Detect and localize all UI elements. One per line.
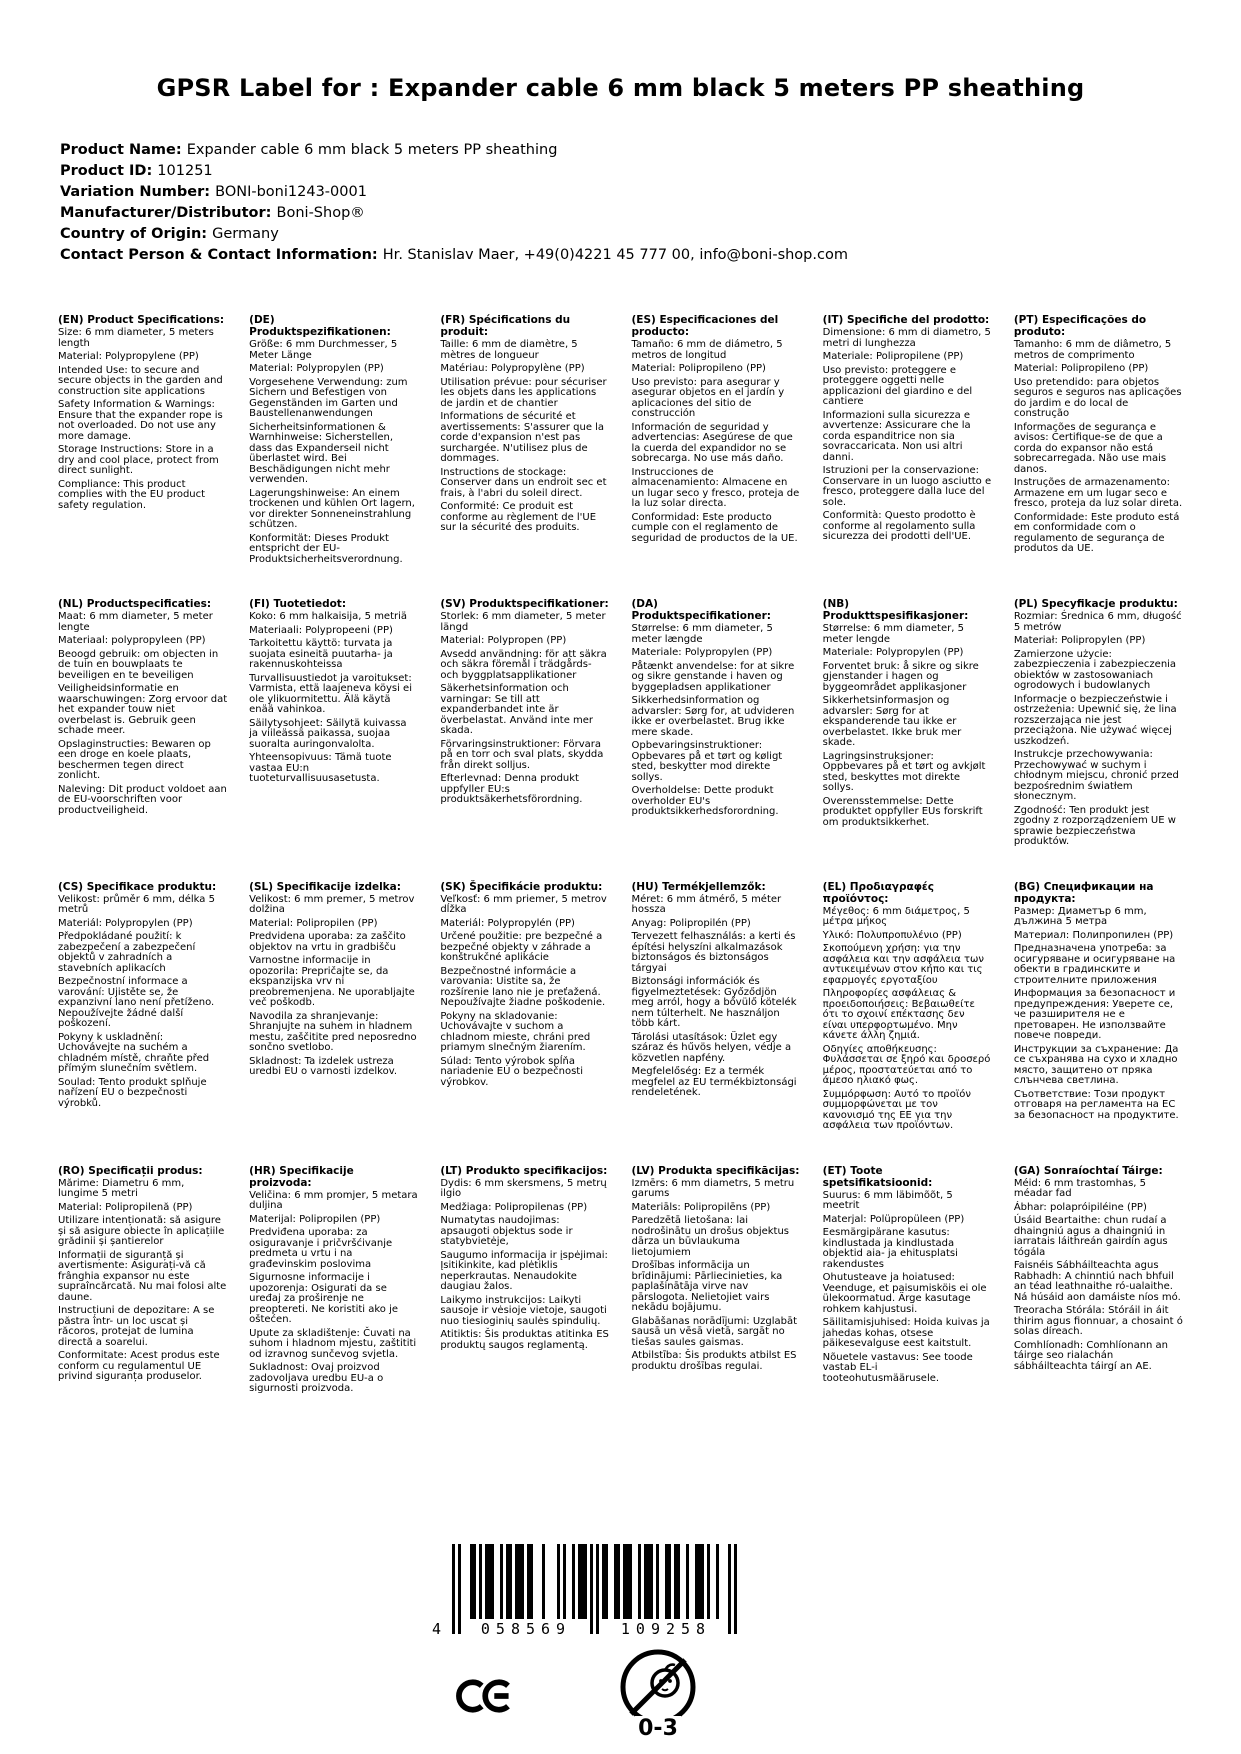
lang-paragraph: Materjal: Polüpropüleen (PP) <box>822 1213 965 1225</box>
lang-paragraph: Съответствие: Този продукт отговаря на регламента на ЕС за безопасност на продуктите. <box>1013 1088 1179 1121</box>
lang-block-hr <box>249 1165 418 1398</box>
lang-paragraph: Materiāls: Polipropilēns (PP) <box>631 1201 771 1213</box>
lang-paragraph: Ábhar: polapróipiléine (PP) <box>1013 1201 1147 1213</box>
lang-paragraph: Sikkerhetsinformasjon og advarsler: Sørg for at ekspanderende tau ikke er overbelastet. Ikke bruk mer skade. <box>822 695 962 748</box>
barcode-bar <box>530 1544 533 1619</box>
info-label: Country of Origin: <box>60 226 213 242</box>
lang-paragraph: Μέγεθος: 6 mm διάμετρος, 5 μέτρα μήκος <box>822 905 970 927</box>
lang-paragraph: Suurus: 6 mm läbimõõt, 5 meetrit <box>822 1189 953 1211</box>
lang-paragraph: Συμμόρφωση: Αυτό το προϊόν συμμορφώνεται με τον κανονισμό της ΕΕ για την ασφάλεια των προϊόντων. <box>822 1088 971 1131</box>
barcode-bar <box>521 1544 524 1619</box>
language-grid <box>0 314 1241 1398</box>
lang-paragraph: Ohutusteave ja hoiatused: Veenduge, et paisumisköis ei ole ülekoormatud. Ärge kasutage rohkem kahjustusi. <box>822 1272 987 1315</box>
lang-paragraph: Materiál: Polypropylén (PP) <box>440 917 575 929</box>
lang-paragraph: Naleving: Dit product voldoet aan de EU-voorschriften voor productveiligheid. <box>58 783 227 816</box>
lang-paragraph: Lagringsinstruksjoner: Oppbevares på et tørt og avkjølt sted, beskyttes mot direkte sollys. <box>822 750 986 793</box>
lang-paragraph: Lagerungshinweise: An einem trockenen und kühlen Ort lagern, vor direkter Sonneneinstrahlung schützen. <box>249 487 415 530</box>
barcode-bar <box>638 1544 641 1619</box>
lang-paragraph: Zamierzone użycie: zabezpieczenia i zabezpieczenia obiektów w zastosowaniach ogrodowych i budowlanych <box>1013 648 1177 691</box>
lang-heading: (EN) Product Specifications: <box>58 314 225 326</box>
barcode-bar <box>707 1544 710 1619</box>
barcode-bar <box>563 1544 566 1619</box>
lang-paragraph: Overholdelse: Dette produkt overholder EU's produktsikkerhedsforordning. <box>631 785 779 817</box>
lang-paragraph: Forventet bruk: å sikre og sikre gjenstander i hagen og byggeområdet applikasjoner <box>822 660 979 693</box>
lang-paragraph: Οδηγίες αποθήκευσης: Φυλάσσεται σε ξηρό και δροσερό μέρος, προστατεύεται από το άμεσο ηλιακό φως. <box>822 1043 991 1086</box>
lang-paragraph: Comhlíonadh: Comhlíonann an táirge seo rialachán sábháilteachta táirgí an AE. <box>1013 1339 1169 1372</box>
lang-block-et <box>823 1165 992 1398</box>
lang-paragraph: Conformité: Ce produit est conforme au règlement de l'UE sur la sécurité des produits. <box>440 501 597 533</box>
lang-paragraph: Tárolási utasítások: Üzlet egy száraz és hűvös helyen, védje a közvetlen napfény. <box>631 1031 792 1064</box>
lang-paragraph: Určené použitie: pre bezpečné a bezpečné objekty v záhrade a konštrukčné aplikácie <box>440 931 603 963</box>
lang-paragraph: Pokyny na skladovanie: Uchovávajte v suchom a chladnom mieste, chráni pred priamym slnečným žiarením. <box>440 1010 591 1053</box>
lang-paragraph: Beoogd gebruik: om objecten in de tuin en bouwplaats te beveiligen en te beveiligen <box>58 648 219 681</box>
lang-paragraph: Velikost: průměr 6 mm, délka 5 metrů <box>58 893 215 915</box>
lang-block-el <box>823 881 992 1135</box>
lang-paragraph: Skladnost: Ta izdelek ustreza uredbi EU o varnosti izdelkov. <box>249 1055 398 1077</box>
lang-paragraph: Předpokládané použití: k zabezpečení a zabezpečení objektů v zahradních a stavebních aplikacích <box>58 931 196 974</box>
lang-paragraph: Méid: 6 mm trastomhas, 5 méadar fad <box>1013 1177 1147 1199</box>
lang-paragraph: Instruções de armazenamento: Armazene em um lugar seco e fresco, proteja da luz solar direta. <box>1013 477 1183 509</box>
lang-block-pt <box>1014 314 1183 568</box>
lang-paragraph: Sukladnost: Ovaj proizvod zadovoljava uredbu EU-a o sigurnosti proizvoda. <box>249 1362 384 1394</box>
lang-paragraph: Úsáid Beartaithe: chun rudaí a dhaingniú agus a dhaingniú in iarratais láithreán gairdín agus tógála <box>1013 1215 1168 1258</box>
lang-paragraph: Sicherheitsinformationen & Warnhinweise: Sicherstellen, dass das Expanderseil nicht überlastet wird. Bei Beschädigungen nicht mehr verwenden. <box>249 421 394 485</box>
barcode-bar <box>491 1544 494 1619</box>
ce-mark-icon <box>452 1678 516 1714</box>
footer <box>0 1540 1241 1754</box>
lang-paragraph: Predviđena uporaba: za osiguravanje i pričvršćivanje predmeta u vrtu i na građevinskim poslovima <box>249 1227 393 1270</box>
lang-paragraph: Förvaringsinstruktioner: Förvara på en torr och sval plats, skydda från direkt solljus. <box>440 738 604 771</box>
lang-paragraph: Informações de segurança e avisos: Certifique-se de que a corda do expansor não está sobrecarregada. Não use mais danos. <box>1013 421 1167 475</box>
lang-paragraph: Materiál: Polypropylen (PP) <box>58 917 193 929</box>
lang-block-nl <box>58 598 227 851</box>
lang-paragraph: Nõuetele vastavus: See toode vastab EL-i tooteohutusmäärusele. <box>822 1351 973 1384</box>
lang-paragraph: Material: Polipropileno (PP) <box>631 363 766 374</box>
barcode-bar <box>500 1544 503 1619</box>
info-line <box>60 203 1241 224</box>
lang-paragraph: Instrucciones de almacenamiento: Almacene en un lugar seco y fresco, proteja de la luz solar directa. <box>631 466 800 509</box>
lang-block-fr <box>440 314 609 568</box>
barcode-digits-left-group: 058569 <box>480 1620 572 1638</box>
info-line <box>60 182 1241 203</box>
lang-paragraph: Material: Polypropen (PP) <box>440 635 567 646</box>
lang-paragraph: Faisnéis Sábháilteachta agus Rabhadh: A chinntiú nach bhfuil an téad leathnaithe ró-ualaithe. Ná húsáid aon damáiste níos mó. <box>1013 1260 1181 1303</box>
info-value: Hr. Stanislav Maer, +49(0)4221 45 777 00, info@boni-shop.com <box>382 247 848 263</box>
barcode-bar <box>605 1544 608 1619</box>
lang-paragraph: Utilisation prévue: pour sécuriser les objets dans les applications de jardin et de chantier <box>440 376 607 409</box>
lang-paragraph: Glabāšanas norādījumi: Uzglabāt sausā un vēsā vietā, sargāt no tiešas saules gaismas. <box>631 1315 798 1348</box>
lang-paragraph: Säilitamisjuhised: Hoida kuivas ja jahedas kohas, otsese päikesevalguse eest kaitstult. <box>822 1317 990 1349</box>
lang-heading: (SK) Špecifikácie produktu: <box>440 880 603 893</box>
lang-paragraph: Opbevaringsinstruktioner: Opbevares på et tørt og køligt sted, beskytter mod direkte sollys. <box>631 740 783 783</box>
barcode-bar <box>473 1544 476 1619</box>
lang-heading: (NL) Productspecificaties: <box>58 598 212 610</box>
lang-paragraph: Drošības informācija un brīdinājumi: Pārliecinieties, ka paplašinātāja virve nav pārslogota. Nelietojiet vairs nekādu bojājumu. <box>631 1260 783 1313</box>
lang-paragraph: Atbilstība: Šis produkts atbilst ES produktu drošības regulai. <box>631 1350 797 1372</box>
lang-paragraph: Overensstemmelse: Dette produktet oppfyller EUs forskrift om produktsikkerhet. <box>822 795 983 828</box>
lang-block-de <box>249 314 418 568</box>
lang-paragraph: Säilytysohjeet: Säilytä kuivassa ja viileässä paikassa, suojaa suoralta auringonvalolta. <box>249 717 407 750</box>
lang-heading: (LV) Produkta specifikācijas: <box>631 1164 800 1177</box>
lang-paragraph: Instrucțiuni de depozitare: A se păstra într- un loc uscat și răcoros, protejat de lumina directă a soarelui. <box>58 1305 215 1348</box>
lang-paragraph: Υλικό: Πολυπροπυλένιο (PP) <box>822 929 962 941</box>
barcode-bar <box>452 1544 455 1634</box>
lang-paragraph: Bezpečnostní informace a varování: Ujistěte se, že expanzivní lano není přetíženo. Nepoužívejte žádné další poškození. <box>58 976 215 1029</box>
lang-paragraph: Mărime: Diametru 6 mm, lungime 5 metri <box>58 1177 185 1199</box>
lang-paragraph: Material: Polipropilenă (PP) <box>58 1201 193 1213</box>
lang-paragraph: Konformität: Dieses Produkt entspricht der EU-Produktsicherheitsverordnung. <box>249 532 403 565</box>
lang-paragraph: Uso previsto: para asegurar y asegurar objetos en el jardín y aplicaciones del sitio de construcción <box>631 376 785 419</box>
lang-paragraph: Conformidade: Este produto está em conformidade com o regulamento de segurança de produtos da UE. <box>1013 511 1180 554</box>
lang-paragraph: Bezpečnostné informácie a varovania: Uistite sa, že rozšírenie lano nie je preťažená. Nepoužívajte žiadne poškodenie. <box>440 965 606 1008</box>
lang-block-sl <box>249 881 418 1135</box>
barcode-bar <box>617 1544 620 1619</box>
lang-paragraph: Vorgesehene Verwendung: zum Sichern und Befestigen von Gegenständen im Garten und Baustellenanwendungen <box>249 376 408 419</box>
lang-paragraph: Materiale: Polipropilene (PP) <box>822 351 964 362</box>
lang-paragraph: Material: Polypropylene (PP) <box>58 351 199 362</box>
lang-paragraph: Saugumo informacija ir įspėjimai: Įsitikinkite, kad plėtiklis neperkrautas. Nenaudokite daugiau žalos. <box>440 1249 608 1292</box>
lang-block-en <box>58 314 227 568</box>
info-line <box>60 224 1241 245</box>
lang-heading: (PT) Especificações do produto: <box>1013 314 1147 338</box>
barcode-bar <box>686 1544 689 1619</box>
info-value: Expander cable 6 mm black 5 meters PP sheathing <box>186 142 558 158</box>
lang-heading: (FI) Tuotetiedot: <box>249 598 347 610</box>
lang-heading: (IT) Specifiche del prodotto: <box>822 314 990 326</box>
barcode-bar <box>584 1544 587 1619</box>
lang-heading: (SL) Specifikacije izdelka: <box>249 880 401 893</box>
lang-paragraph: Veličina: 6 mm promjer, 5 metara duljina <box>249 1189 418 1211</box>
barcode-bar <box>677 1544 680 1619</box>
lang-paragraph: Utilizare intenționată: să asigure și să asigure obiecte în aplicațiile grădinii și șantierelor <box>58 1215 225 1247</box>
lang-paragraph: Méret: 6 mm átmérő, 5 méter hossza <box>631 893 782 915</box>
info-line <box>60 161 1241 182</box>
lang-paragraph: Storlek: 6 mm diameter, 5 meter längd <box>440 611 606 633</box>
lang-heading: (ET) Toote spetsifikatsioonid: <box>822 1164 933 1189</box>
lang-paragraph: Materiał: Polipropylen (PP) <box>1013 635 1146 646</box>
info-value: Germany <box>212 226 279 242</box>
lang-heading: (FR) Spécifications du produit: <box>440 314 571 338</box>
lang-block-lt <box>440 1165 609 1398</box>
lang-paragraph: Zgodność: Ten produkt jest zgodny z rozporządzeniem UE w sprawie bezpieczeństwa produktów. <box>1013 804 1176 847</box>
lang-heading: (DA) Produktspecifikationer: <box>631 598 771 622</box>
lang-paragraph: Størrelse: 6 mm diameter, 5 meter længde <box>631 623 773 645</box>
lang-paragraph: Predvidena uporaba: za zaščito objektov na vrtu in gradbišču <box>249 931 406 953</box>
lang-paragraph: Matériau: Polypropylène (PP) <box>440 363 585 374</box>
lang-block-hu <box>632 881 801 1135</box>
lang-paragraph: Medžiaga: Polipropilenas (PP) <box>440 1201 588 1213</box>
lang-paragraph: Conformitate: Acest produs este conform cu regulamentul UE privind siguranța produselor. <box>58 1350 220 1382</box>
lang-block-sk <box>440 881 609 1135</box>
lang-paragraph: Material: Polipropileno (PP) <box>1013 363 1149 374</box>
lang-heading: (SV) Produktspecifikationer: <box>440 598 609 610</box>
lang-block-fi <box>249 598 418 851</box>
lang-paragraph: Velikost: 6 mm premer, 5 metrov dolžina <box>249 893 415 915</box>
lang-paragraph: Opslaginstructies: Bewaren op een droge en koele plaats, beschermen tegen direct zonlicht. <box>58 738 211 781</box>
lang-paragraph: Påtænkt anvendelse: for at sikre og sikre genstande i haven og byggepladsen applikationer <box>631 660 795 693</box>
barcode-bar <box>734 1544 737 1634</box>
lang-heading: (EL) Προδιαγραφές προϊόντος: <box>822 880 934 905</box>
lang-paragraph: Numatytas naudojimas: apsaugoti objektus sode ir statybvietėje, <box>440 1215 573 1247</box>
barcode-bar <box>458 1544 461 1634</box>
lang-paragraph: Conformidad: Este producto cumple con el reglamento de seguridad de productos de la UE. <box>631 511 798 544</box>
lang-block-ga <box>1014 1165 1183 1398</box>
lang-block-es <box>632 314 801 568</box>
lang-paragraph: Materiale: Polypropylen (PP) <box>631 647 773 658</box>
lang-paragraph: Material: Polypropylen (PP) <box>249 363 384 374</box>
lang-paragraph: Tervezett felhasználás: a kerti és építési helyszíni alkalmazások biztonságos és biztonságos tárgyai <box>631 931 796 974</box>
lang-block-nb <box>823 598 992 851</box>
lang-paragraph: Laikymo instrukcijos: Laikyti sausoje ir vėsioje vietoje, saugoti nuo tiesioginių saulės spindulių. <box>440 1294 607 1327</box>
lang-paragraph: Uso pretendido: para objetos seguros e seguros nas aplicações do jardim e do local de construção <box>1013 376 1182 419</box>
lang-paragraph: Efterlevnad: Denna produkt uppfyller EU:s produktsäkerhetsförordning. <box>440 773 583 805</box>
lang-paragraph: Veiligheidsinformatie en waarschuwingen: Zorg ervoor dat het expander touw niet overbelast is. Gebruik geen schade meer. <box>58 683 228 736</box>
lang-paragraph: Informations de sécurité et avertissements: S'assurer que la corde d'expansion n'est pas surchargée. N'utilisez plus de dommages. <box>440 411 605 464</box>
barcode-bar <box>668 1544 671 1619</box>
barcode-bar <box>629 1544 632 1619</box>
lang-block-bg <box>1014 881 1183 1135</box>
lang-paragraph: Sikkerhedsinformation og advarsler: Sørg for, at udvideren ikke er overbelastet. Brug ikke mere skade. <box>631 695 795 738</box>
lang-paragraph: Размер: Диаметър 6 mm, дължина 5 метра <box>1013 905 1147 927</box>
lang-block-ro <box>58 1165 227 1398</box>
lang-paragraph: Informacje o bezpieczeństwie i ostrzeżenia: Upewnić się, że lina rozszerzająca nie jest przeciążona. Nie używać więcej uszkodzeń. <box>1013 693 1177 747</box>
lang-paragraph: Πληροφορίες ασφάλειας & προειδοποιήσεις: Βεβαιωθείτε ότι το σχοινί επέκτασης δεν είναι υπερφορτωμένο. Μην κάνετε άλλη ζημιά. <box>822 988 975 1041</box>
lang-paragraph: Istruzioni per la conservazione: Conservare in un luogo asciutto e fresco, proteggere dalla luce del sole. <box>822 465 992 508</box>
lang-paragraph: Informazioni sulla sicurezza e avvertenze: Assicurare che la corda espanditrice non sia sovraccaricata. Non usi altri danni. <box>822 409 971 463</box>
lang-heading: (ES) Especificaciones del producto: <box>631 314 779 338</box>
lang-paragraph: Navodila za shranjevanje: Shranjujte na suhem in hladnem mestu, zaščitite pred neposredno sončno svetlobo. <box>249 1010 417 1053</box>
lang-heading: (RO) Specificații produs: <box>58 1164 203 1177</box>
lang-block-it <box>823 314 992 568</box>
lang-paragraph: Tamanho: 6 mm de diâmetro, 5 metros de comprimento <box>1013 339 1172 361</box>
lang-block-cs <box>58 881 227 1135</box>
lang-paragraph: Instructions de stockage: Conserver dans un endroit sec et frais, à l'abri du soleil direct. <box>440 466 607 499</box>
lang-paragraph: Informații de siguranță și avertismente: Asigurați-vă că frânghia expansor nu este supraîncărcată. Nu mai folosi alte daune. <box>58 1249 227 1303</box>
lang-paragraph: Материал: Полипропилен (PP) <box>1013 929 1174 941</box>
lang-paragraph: Storage Instructions: Store in a dry and cool place, protect from direct sunlight. <box>58 444 219 476</box>
lang-paragraph: Materiale: Polypropylen (PP) <box>822 647 964 658</box>
lang-paragraph: Veľkosť: 6 mm priemer, 5 metrov dĺžka <box>440 893 607 915</box>
lang-heading: (CS) Specifikace produktu: <box>58 880 217 893</box>
barcode-bar <box>557 1544 560 1619</box>
lang-heading: (BG) Спецификации на продукта: <box>1013 880 1154 905</box>
barcode-bar <box>716 1544 719 1619</box>
lang-paragraph: Предназначена употреба: за осигуряване и осигуряване на обекти в градинските и строителните приложения <box>1013 943 1176 986</box>
info-line <box>60 245 1241 266</box>
lang-paragraph: Avsedd användning: för att säkra och säkra föremål i trädgårds- och byggplatsapplikationer <box>440 648 607 681</box>
page-title: GPSR Label for : Expander cable 6 mm black 5 meters PP sheathing <box>156 74 1085 102</box>
barcode <box>432 1544 737 1644</box>
lang-paragraph: Materiaal: polypropyleen (PP) <box>58 635 206 646</box>
info-value: BONI-boni1243-0001 <box>215 184 367 200</box>
lang-paragraph: Intended Use: to secure and secure objects in the garden and construction site applications <box>58 364 223 397</box>
lang-paragraph: Tarkoitettu käyttö: turvata ja suojata esineitä puutarha- ja rakennuskohteissa <box>249 638 393 670</box>
barcode-bar <box>542 1544 545 1619</box>
info-line <box>60 140 1241 161</box>
lang-paragraph: Dimensione: 6 mm di diametro, 5 metri di lunghezza <box>822 327 991 349</box>
lang-paragraph: Upute za skladištenje: Čuvati na suhom i hladnom mjestu, zaštititi od izravnog sunčevog svjetla. <box>249 1327 417 1360</box>
lang-paragraph: Anyag: Polipropilén (PP) <box>631 917 751 929</box>
info-label: Variation Number: <box>60 184 216 200</box>
lang-paragraph: Pokyny k uskladnění: Uchovávejte na suchém a chladném místě, chraňte před přímým slunečním světlem. <box>58 1031 210 1074</box>
barcode-bar <box>701 1544 704 1619</box>
lang-heading: (GA) Sonraíochtaí Táirge: <box>1013 1164 1163 1177</box>
lang-paragraph: Dydis: 6 mm skersmens, 5 metrų ilgio <box>440 1177 607 1199</box>
lang-paragraph: Taille: 6 mm de diamètre, 5 mètres de longueur <box>440 339 578 361</box>
lang-paragraph: Size: 6 mm diameter, 5 meters length <box>58 327 214 349</box>
lang-paragraph: Instrukcje przechowywania: Przechowywać w suchym i chłodnym miejscu, chronić przed bezpośrednim światłem słonecznym. <box>1013 749 1179 802</box>
barcode-bar <box>509 1544 512 1619</box>
age-warning-label: 0-3 <box>638 1716 678 1740</box>
lang-paragraph: Treoracha Stórála: Stóráil in áit thirim agus fionnuar, a chosaint ó solas díreach. <box>1013 1305 1183 1337</box>
lang-paragraph: Soulad: Tento produkt splňuje nařízení EU o bezpečnosti výrobků. <box>58 1076 207 1109</box>
lang-paragraph: Atitiktis: Šis produktas atitinka ES produktų saugos reglamentą. <box>440 1329 609 1351</box>
lang-paragraph: Compliance: This product complies with the EU product safety regulation. <box>58 478 206 511</box>
lang-paragraph: Varnostne informacije in opozorila: Prepričajte se, da ekspanzijska vrv ni preobremenjena. Ne uporabljajte več poškodb. <box>249 955 415 1008</box>
info-label: Product Name: <box>60 142 187 158</box>
lang-paragraph: Tamaño: 6 mm de diámetro, 5 metros de longitud <box>631 339 783 361</box>
info-value: Boni-Shop® <box>276 205 365 221</box>
lang-paragraph: Uso previsto: proteggere e proteggere oggetti nelle applicazioni del giardino e del cantiere <box>822 364 973 407</box>
lang-paragraph: Σκοπούμενη χρήση: για την ασφάλεια και την ασφάλεια των αντικειμένων στον κήπο και τις εφαρμογές εργοταξίου <box>822 943 984 986</box>
lang-paragraph: Rozmiar: Średnica 6 mm, długość 5 metrów <box>1013 611 1182 633</box>
lang-paragraph: Yhteensopivuus: Tämä tuote vastaa EU:n tuoteturvallisuusasetusta. <box>249 752 392 784</box>
lang-heading: (LT) Produkto specifikacijos: <box>440 1164 608 1177</box>
lang-heading: (DE) Produktspezifikationen: <box>249 314 391 338</box>
lang-heading: (NB) Produkttspesifikasjoner: <box>822 598 969 622</box>
lang-block-da <box>632 598 801 851</box>
lang-block-lv <box>632 1165 801 1398</box>
lang-paragraph: Biztonsági információk és figyelmeztetések: Győződjön meg arról, hogy a bővülő kötelék nem túlterhelt. Ne használjon több kárt. <box>631 976 797 1029</box>
lang-heading: (HU) Termékjellemzők: <box>631 880 766 893</box>
lang-paragraph: Materijal: Polipropilen (PP) <box>249 1213 381 1225</box>
lang-paragraph: Conformità: Questo prodotto è conforme al regolamento sulla sicurezza dei prodotti dell'UE. <box>822 510 976 542</box>
lang-paragraph: Инструкции за съхранение: Да се съхранява на сухо и хладно място, защитено от пряка слънчева светлина. <box>1013 1043 1179 1086</box>
barcode-bar <box>590 1544 593 1634</box>
lang-paragraph: Materiaali: Polypropeeni (PP) <box>249 624 393 636</box>
lang-heading: (PL) Specyfikacje produktu: <box>1013 598 1178 610</box>
lang-paragraph: Maat: 6 mm diameter, 5 meter lengte <box>58 611 213 633</box>
lang-paragraph: Megfelelőség: Ez a termék megfelel az EU termékbiztonsági rendeletének. <box>631 1066 797 1098</box>
lang-block-pl <box>1014 598 1183 851</box>
barcode-bar <box>650 1544 653 1619</box>
lang-paragraph: Информация за безопасност и предупреждения: Уверете се, че разширителя не е претоварен. Не използвайте повече повреди. <box>1013 988 1176 1041</box>
lang-paragraph: Sigurnosne informacije i upozorenja: Osigurati da se uređaj za proširenje ne preoptereti. Ne koristiti ako je oštećen. <box>249 1272 399 1325</box>
lang-paragraph: Súlad: Tento výrobok spĺňa nariadenie EÚ o bezpečnosti výrobkov. <box>440 1055 583 1088</box>
lang-paragraph: Størrelse: 6 mm diameter, 5 meter lengde <box>822 623 964 645</box>
info-value: 101251 <box>157 163 213 179</box>
barcode-bar <box>656 1544 659 1619</box>
lang-paragraph: Eesmärgipärane kasutus: kindlustada ja kindlustada objektid aia- ja ehitusplatsi rakendustes <box>822 1227 958 1270</box>
barcode-bar <box>596 1544 599 1634</box>
barcode-digit-left: 4 <box>432 1620 442 1638</box>
lang-paragraph: Größe: 6 mm Durchmesser, 5 Meter Länge <box>249 339 398 361</box>
lang-paragraph: Safety Information & Warnings: Ensure that the expander rope is not overloaded. Do not use any more damage. <box>58 399 223 442</box>
info-label: Product ID: <box>60 163 158 179</box>
product-info <box>60 140 1241 266</box>
barcode-bar <box>479 1544 482 1619</box>
info-label: Manufacturer/Distributor: <box>60 205 277 221</box>
lang-paragraph: Paredzētā lietošana: lai nodrošinātu un drošus objektus dārza un būvlaukuma lietojumiem <box>631 1215 790 1258</box>
lang-paragraph: Turvallisuustiedot ja varoitukset: Varmista, että laajeneva köysi ei ole ylikuormitettu. Älä käytä enää vahinkoa. <box>249 672 412 715</box>
lang-heading: (HR) Specifikacije proizvoda: <box>249 1164 354 1189</box>
info-label: Contact Person & Contact Information: <box>60 247 383 263</box>
lang-paragraph: Información de seguridad y advertencias: Asegúrese de que la cuerda del expandidor no se sobrecarga. No use más daño. <box>631 421 793 464</box>
lang-block-sv <box>440 598 609 851</box>
lang-paragraph: Säkerhetsinformation och varningar: Se till att expanderbandet inte är överbelastat. Använd inte mer skada. <box>440 683 594 736</box>
lang-paragraph: Koko: 6 mm halkaisija, 5 metriä <box>249 611 408 622</box>
barcode-bar <box>572 1544 575 1619</box>
lang-paragraph: Izmērs: 6 mm diametrs, 5 metru garums <box>631 1177 795 1199</box>
lang-paragraph: Material: Polipropilen (PP) <box>249 917 378 929</box>
age-warning-0-3-icon <box>616 1642 700 1740</box>
barcode-digits-right-group: 109258 <box>620 1620 712 1638</box>
